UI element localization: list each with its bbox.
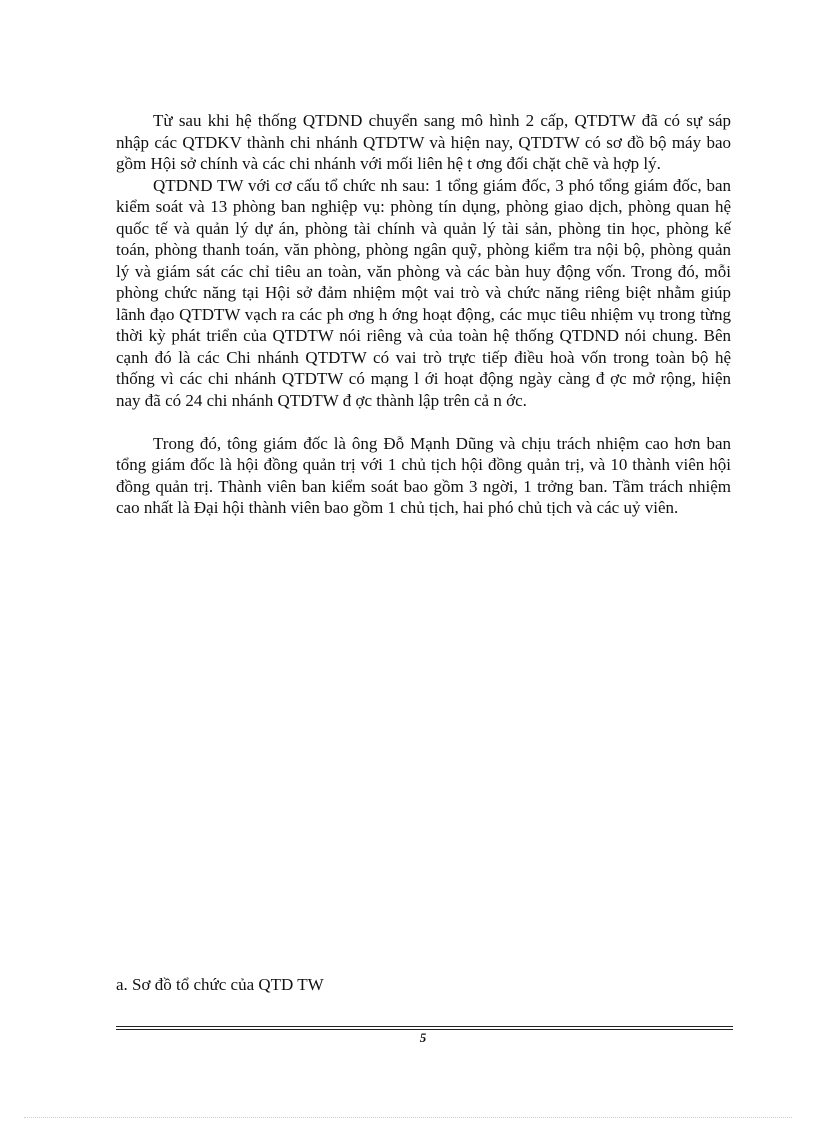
section-heading: a. Sơ đồ tổ chức của QTD TW — [116, 975, 324, 994]
page-number: 5 — [419, 1030, 427, 1045]
footer-rule-top — [116, 1026, 733, 1027]
paragraph-2: QTDND TW với cơ cấu tổ chức nh sau: 1 tổng giám đốc, 3 phó tổng giám đốc, ban kiểm soát và 13 phòng ban nghiệp vụ: phòng tín dụng, phòng giao dịch, phòng quan hệ quốc tế và quản lý dự án, phòng tài chính và quản lý tài sản, phòng tin học, phòng kế toán, phòng thanh toán, văn phòng, phòng ngân quỹ, phòng kiểm tra nội bộ, phòng quản lý và giám sát các chỉ tiêu an toàn, văn phòng và các bàn huy động vốn. Trong đó, mỗi phòng chức năng tại Hội sở đảm nhiệm một vai trò và chức năng riêng biệt nhằm giúp lãnh đạo QTDTW vạch ra các ph ơng h ớng hoạt động, các mục tiêu nhiệm vụ trong từng thời kỳ phát triển của QTDTW nói riêng và của toàn hệ thống QTDND nói chung. Bên cạnh đó là các Chi nhánh QTDTW có vai trò trực tiếp điều hoà vốn trong toàn bộ hệ thống vì các chi nhánh QTDTW có mạng l ới hoạt động ngày càng đ ợc mở rộng, hiện nay đã có 24 chi nhánh QTDTW đ ợc thành lập trên cả n ớc. — [116, 175, 731, 410]
paragraph-3: Trong đó, tông giám đốc là ông Đỗ Mạnh Dũng và chịu trách nhiệm cao hơn ban tổng giám đốc là hội đồng quản trị với 1 chủ tịch hội đồng quản trị, và 10 thành viên hội đồng quản trị. Thành viên ban kiểm soát bao gồm 3 ngời, 1 trởng ban. Tầm trách nhiệm cao nhất là Đại hội thành viên bao gồm 1 chủ tịch, hai phó chủ tịch và các uỷ viên. — [116, 433, 731, 517]
page-bottom-dotted-border — [24, 1117, 792, 1118]
body-text — [116, 110, 731, 519]
paragraph-1: Từ sau khi hệ thống QTDND chuyển sang mô hình 2 cấp, QTDTW đã có sự sáp nhập các QTDKV thành chi nhánh QTDTW và hiện nay, QTDTW có sơ đồ bộ máy bao gồm Hội sở chính và các chi nhánh với mối liên hệ t ơng đối chặt chẽ và hợp lý. — [116, 111, 731, 173]
